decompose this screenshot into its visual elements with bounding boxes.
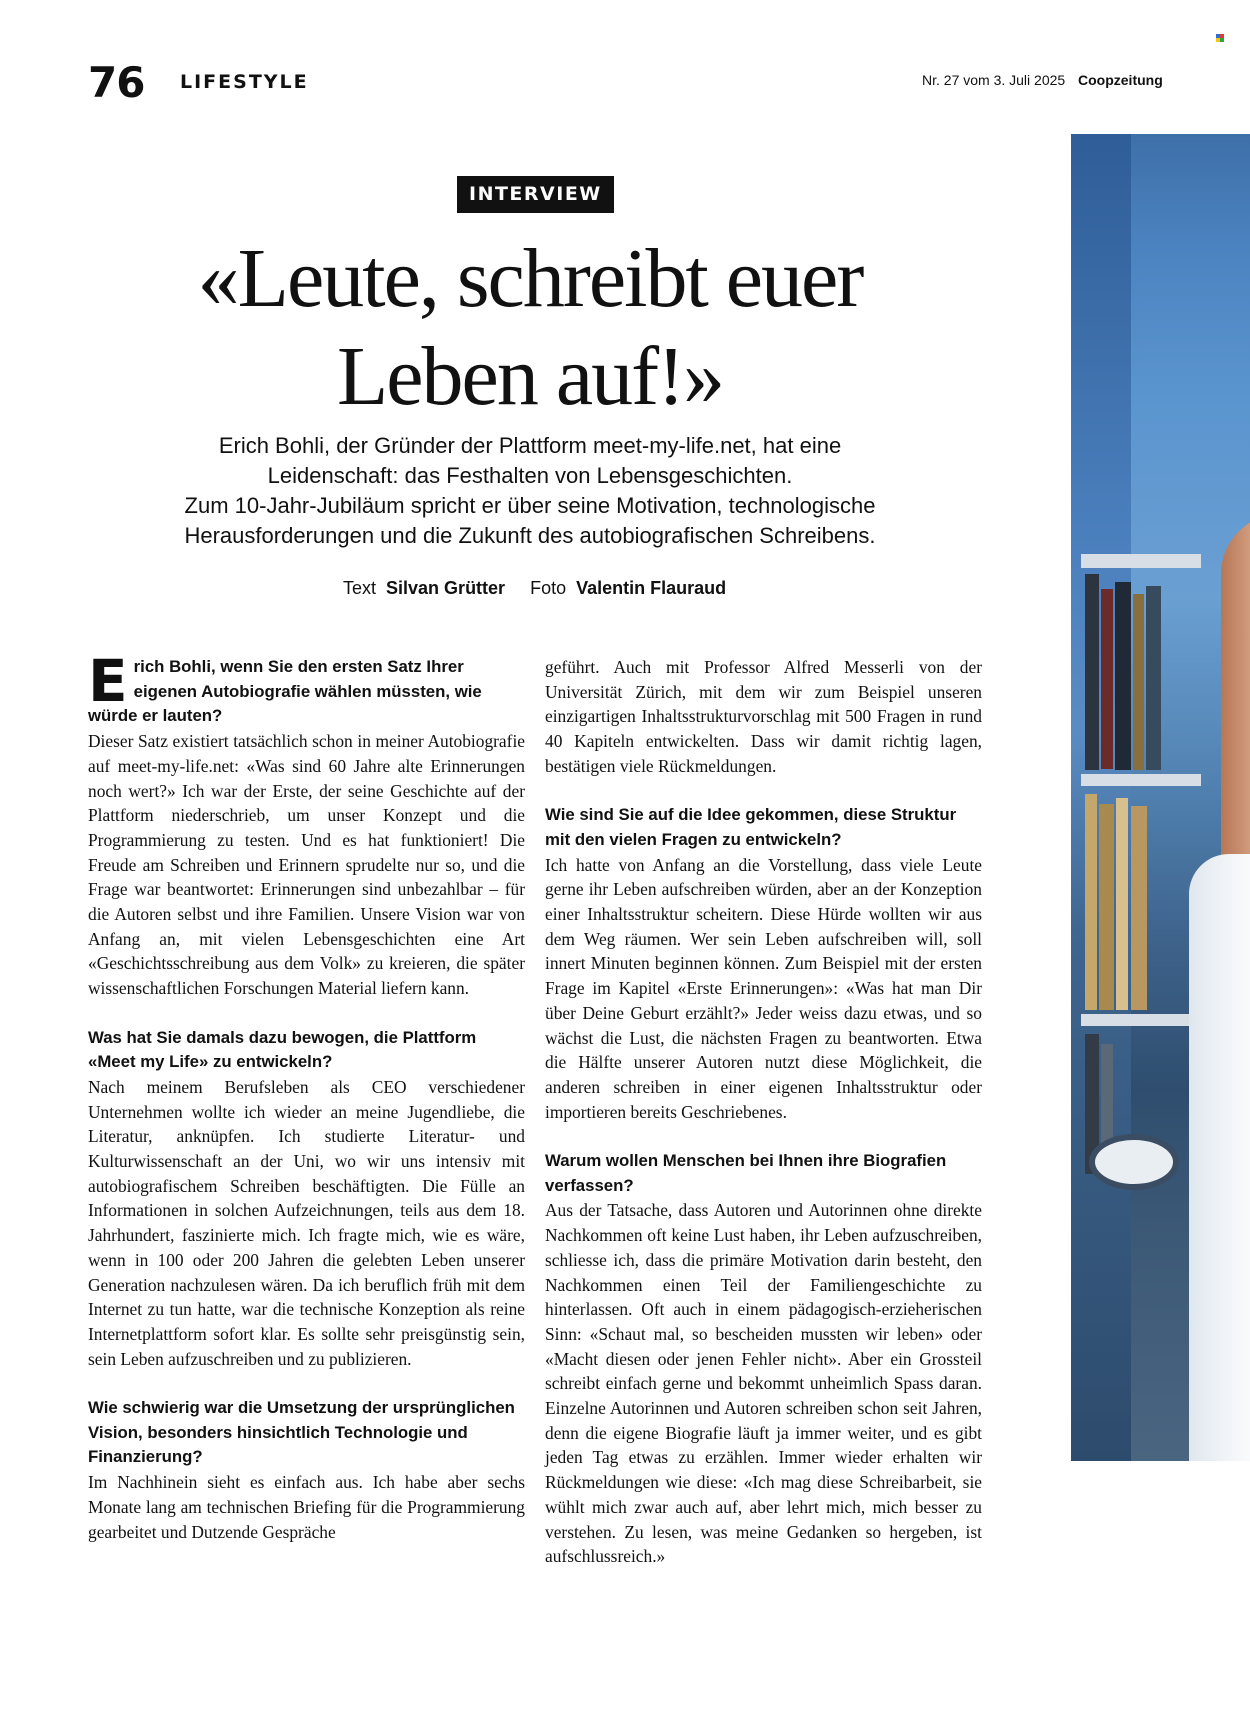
answer: Dieser Satz existiert tatsächlich schon in meiner Autobiografie auf meet-my-life.net: «Was sind 60 Jahre alte Erinnerungen noch wert?» Ich war der Erste, der seine Geschichte auf der Plattform niederschrieb, um unser Konzept und die Programmierung zu testen. Und es hat funktioniert! Die Freude am Schreiben und Erinnern sprudelte nur so, und die Frage war beantwortet: Erinnerungen sind unbezahlbar – für die Autoren selbst und ihre Familien. Unsere Vision war von Anfang an, mit vielen Lebensgeschichten eine Art «Geschichtsschreibung aus dem Volk» zu kreieren, die später wissenschaftlichen Forschungen Material liefern kann. [88,731,525,999]
lead-line: Herausforderungen und die Zukunft des autobiografischen Schreibens. [184,523,876,548]
title-line: «Leute, schreibt euer [197,232,863,325]
author-name: Silvan Grütter [386,578,506,598]
body-column-left [88,647,525,1544]
page-number: 76 [88,58,145,107]
section-label: LIFESTYLE [180,71,309,93]
question: Wie sind Sie auf die Idee gekommen, diese Struktur mit den vielen Fragen zu entwickeln? [545,805,957,849]
article-title [100,230,960,426]
photo-credit-label: Foto [530,578,567,598]
answer: Aus der Tatsache, dass Autoren und Autorinnen ohne direkte Nachkommen oft keine Lust haben, ihr Leben aufzuschreiben, schliesse ich, dass die primäre Motivation darin besteht, den Nachkommen einen Teil der Familiengeschichte zu hinterlassen. Oft auch in einem pädagogisch-erzieherischen Sinn: «Schaut mal, so bescheiden mussten wir leben» oder «Macht diesen oder jenen Fehler nicht». Aber ein Grossteil schreibt einfach gerne und bekommt unheimlich Spass daran. Einzelne Autorinnen und Autoren schreiben schon seit Jahren, denn die eigene Biografie läuft ja immer weiter, und es gibt jeden Tag etwas zu erzählen. Immer wieder erhalten wir Rückmeldungen wie diese: «Ich mag diese Schreibarbeit, sie wühlt mich zwar auch auf, aber lehrt mich, mich besser zu verstehen. Zu lesen, was meine Gedanken so hergeben, ist aufschlussreich.» [545,1200,982,1567]
body-column-right [545,655,982,1569]
lead-line: Erich Bohli, der Gründer der Plattform meet-my-life.net, hat eine [218,433,842,458]
question-text: rich Bohli, wenn Sie den ersten Satz Ihrer eigenen Autobiografie wählen müssten, wie würde er lauten? [88,657,482,726]
answer: Im Nachhinein sieht es einfach aus. Ich habe aber sechs Monate lang am technischen Briefing für die Programmierung gearbeitet und Dutzende Gespräche [88,1472,525,1542]
question: Was hat Sie damals dazu bewogen, die Plattform «Meet my Life» zu entwickeln? [88,1027,477,1072]
publication-name: Coopzeitung [1078,72,1163,88]
portrait-photo [1071,134,1250,1461]
photographer-name: Valentin Flauraud [576,578,727,598]
question [88,647,525,729]
interview-kicker: INTERVIEW [457,176,614,213]
byline [343,579,726,597]
lead-line: Leidenschaft: das Festhalten von Lebensgeschichten. [267,463,793,488]
question: Wie schwierig war die Umsetzung der ursprünglichen Vision, besonders hinsichtlich Technologie und Finanzierung? [88,1398,515,1467]
text-credit-label: Text [343,578,377,598]
issue-info: Nr. 27 vom 3. Juli 2025 [922,72,1066,88]
answer: Nach meinem Berufsleben als CEO verschiedener Unternehmen wollte ich wieder an meine Jugendliebe, die Literatur, anknüpfen. Ich studierte Literatur- und Kulturwissenschaft an der Uni, wo wir uns intensiv mit autobiografischem Schreiben beschäftigten. Die Fülle an Informationen in solchen Aufzeichnungen, teils aus dem 18. Jahrhundert, faszinierte mich. Ich fragte mich, wie es wäre, wenn in 100 oder 200 Jahren die gelebten Leben unserer Generation nachzulesen wären. Da ich beruflich früh mit dem Internet zu tun hatte, war die technische Konzeption als reine Internetplattform sofort klar. Es sollte sehr preisgünstig sein, sein Leben aufzuschreiben und zu publizieren. [88,1076,525,1369]
answer: Ich hatte von Anfang an die Vorstellung, dass viele Leute gerne ihr Leben aufschreiben würden, aber an der Konzeption einer Inhaltsstruktur scheitern. Diese Hürde wollten wir aus dem Weg räumen. Wer sein Leben aufschreiben will, soll innert Minuten beginnen können. Zum Beispiel mit der ersten Frage im Kapitel «Erste Erinnerungen»: «Was hat man Dir über Deine Geburt erzählt?» Jeder weiss dazu etwas, und so wächst die Lust, die nächsten Fragen zu beantworten. Etwa die Hälfte unserer Autoren nutzt diese Möglichkeit, die anderen schreiben in einer eigenen Inhaltsstruktur oder importieren bereits Geschriebenes. [545,854,982,1122]
question: Warum wollen Menschen bei Ihnen ihre Biografien verfassen? [545,1151,947,1195]
title-line: Leben auf!» [336,330,724,423]
lead-line: Zum 10-Jahr-Jubiläum spricht er über seine Motivation, technologische [184,493,876,518]
article-lead [150,431,910,551]
color-registration-mark [1216,34,1224,42]
drop-cap: E [88,647,128,715]
answer-continued: geführt. Auch mit Professor Alfred Messerli von der Universität Zürich, mit dem wir zum Beispiel unseren einzigartigen Inhaltsstrukturvorschlag mit 500 Fragen in rund 40 Kapiteln entwickelten. Dass wir damit richtig lagen, bestätigen viele Rückmeldungen. [545,657,982,776]
